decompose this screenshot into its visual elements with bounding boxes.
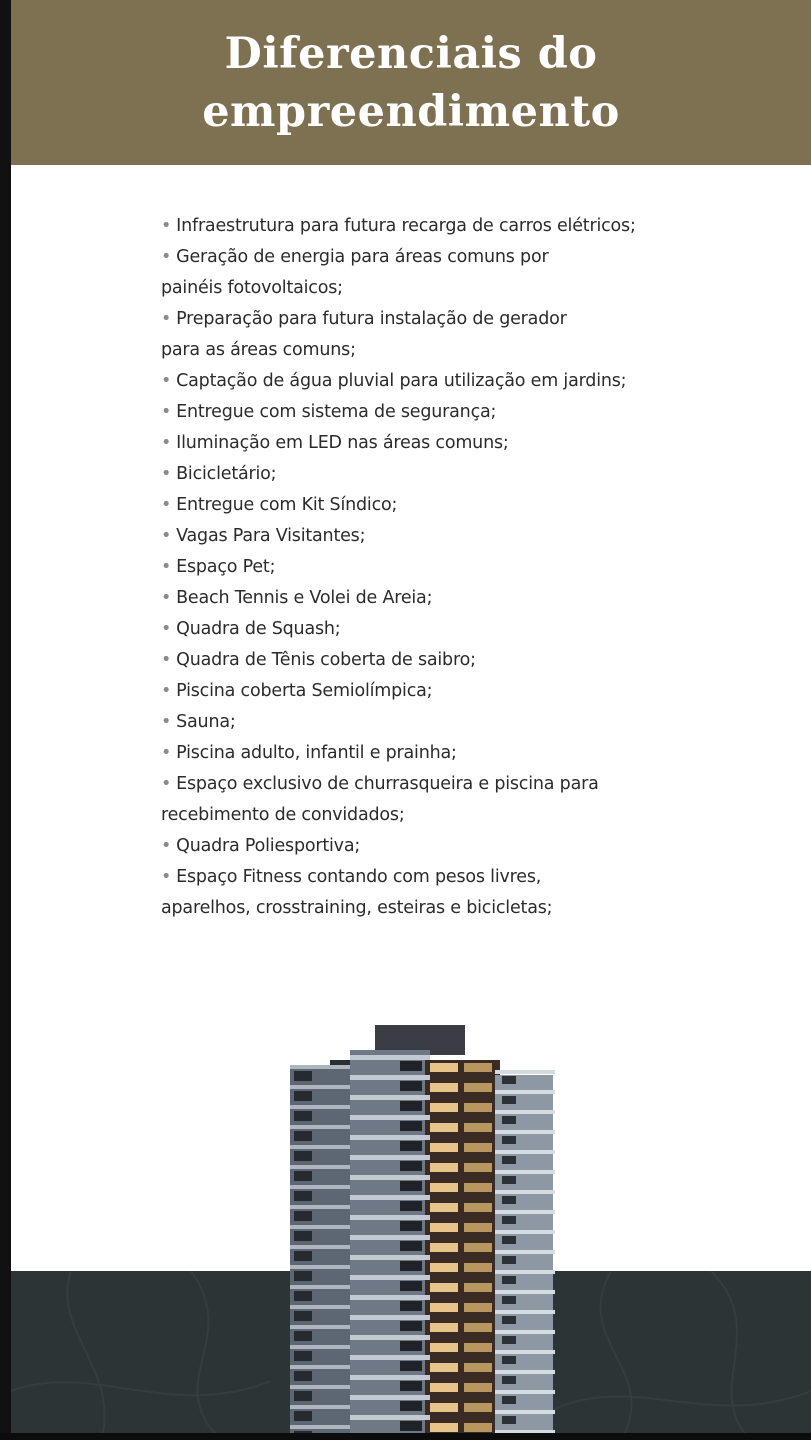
feature-text: Piscina coberta Semiolímpica; xyxy=(176,681,433,701)
bullet-icon: • xyxy=(161,247,172,267)
feature-item xyxy=(161,645,661,676)
feature-text: Entregue com Kit Síndico; xyxy=(176,495,398,515)
feature-text: Geração de energia para áreas comuns por xyxy=(176,247,549,267)
feature-text: Iluminação em LED nas áreas comuns; xyxy=(176,433,509,453)
feature-text: Beach Tennis e Volei de Areia; xyxy=(176,588,433,608)
bullet-icon: • xyxy=(161,588,172,608)
bullet-icon: • xyxy=(161,867,172,887)
feature-item xyxy=(161,211,661,242)
feature-text-continued: recebimento de convidados; xyxy=(161,805,405,825)
feature-text-continued: aparelhos, crosstraining, esteiras e bicicletas; xyxy=(161,898,553,918)
bullet-icon: • xyxy=(161,402,172,422)
feature-text: Espaço exclusivo de churrasqueira e piscina para xyxy=(176,774,599,794)
feature-text: Entregue com sistema de segurança; xyxy=(176,402,497,422)
bullet-icon: • xyxy=(161,650,172,670)
feature-item xyxy=(161,242,661,304)
bottom-edge xyxy=(0,1433,811,1440)
feature-item xyxy=(161,707,661,738)
feature-text: Vagas Para Visitantes; xyxy=(176,526,366,546)
feature-text: Infraestrutura para futura recarga de carros elétricos; xyxy=(176,216,636,236)
feature-list xyxy=(161,211,661,924)
bullet-icon: • xyxy=(161,743,172,763)
header-banner xyxy=(11,0,811,165)
feature-text: Espaço Pet; xyxy=(176,557,276,577)
feature-text: Bicicletário; xyxy=(176,464,277,484)
feature-item xyxy=(161,676,661,707)
feature-text-continued: painéis fotovoltaicos; xyxy=(161,278,343,298)
feature-item xyxy=(161,769,661,831)
bullet-icon: • xyxy=(161,712,172,732)
feature-item xyxy=(161,552,661,583)
feature-item xyxy=(161,521,661,552)
bullet-icon: • xyxy=(161,371,172,391)
bullet-icon: • xyxy=(161,216,172,236)
feature-item xyxy=(161,304,661,366)
left-edge-strip xyxy=(0,0,11,1440)
feature-text: Espaço Fitness contando com pesos livres, xyxy=(176,867,542,887)
feature-item xyxy=(161,490,661,521)
feature-text: Preparação para futura instalação de gerador xyxy=(176,309,567,329)
page-title: Diferenciais do empreendimento xyxy=(202,28,620,137)
feature-text: Quadra de Tênis coberta de saibro; xyxy=(176,650,476,670)
feature-text: Quadra Poliesportiva; xyxy=(176,836,361,856)
bullet-icon: • xyxy=(161,464,172,484)
feature-item xyxy=(161,397,661,428)
building-illustration xyxy=(280,1020,570,1440)
feature-item xyxy=(161,862,661,924)
feature-item xyxy=(161,831,661,862)
bullet-icon: • xyxy=(161,681,172,701)
feature-text: Captação de água pluvial para utilização em jardins; xyxy=(176,371,627,391)
feature-item xyxy=(161,614,661,645)
feature-item xyxy=(161,428,661,459)
bullet-icon: • xyxy=(161,836,172,856)
bullet-icon: • xyxy=(161,309,172,329)
bullet-icon: • xyxy=(161,526,172,546)
bullet-icon: • xyxy=(161,557,172,577)
bullet-icon: • xyxy=(161,619,172,639)
bullet-icon: • xyxy=(161,433,172,453)
feature-item xyxy=(161,459,661,490)
feature-text-continued: para as áreas comuns; xyxy=(161,340,356,360)
feature-item xyxy=(161,738,661,769)
bullet-icon: • xyxy=(161,495,172,515)
feature-text: Quadra de Squash; xyxy=(176,619,341,639)
feature-item xyxy=(161,583,661,614)
feature-text: Piscina adulto, infantil e prainha; xyxy=(176,743,457,763)
bullet-icon: • xyxy=(161,774,172,794)
feature-item xyxy=(161,366,661,397)
feature-text: Sauna; xyxy=(176,712,236,732)
